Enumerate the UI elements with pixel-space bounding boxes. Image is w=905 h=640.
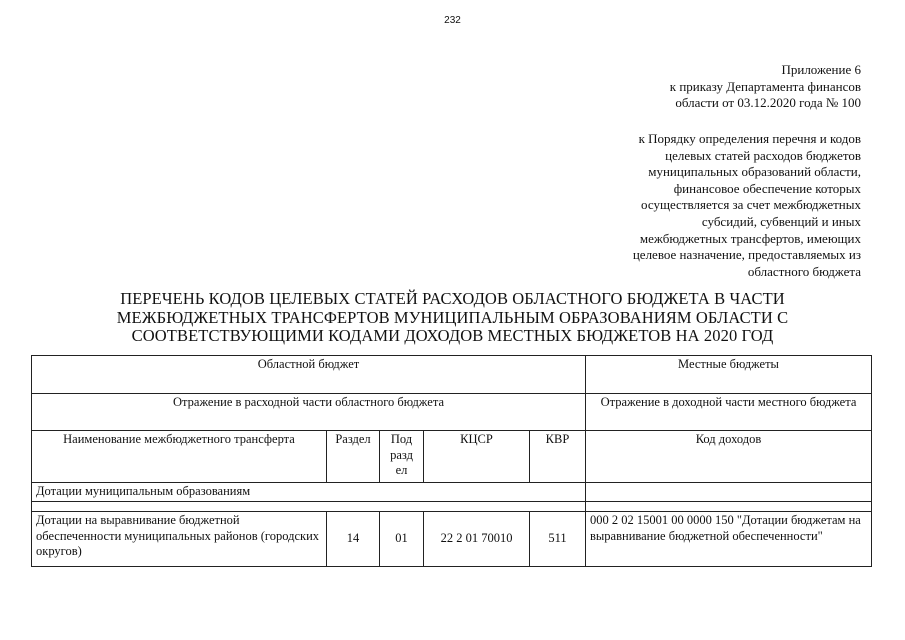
subsection-cell: 01 — [380, 512, 424, 567]
col-section: Раздел — [327, 431, 380, 483]
page-number: 232 — [444, 15, 461, 26]
document-title: ПЕРЕЧЕНЬ КОДОВ ЦЕЛЕВЫХ СТАТЕЙ РАСХОДОВ ОБЛАСТНОГО БЮДЖЕТА В ЧАСТИ МЕЖБЮДЖЕТНЫХ ТРАНСФЕРТОВ МУНИЦИПАЛЬНЫМ ОБРАЗОВАНИЯМ ОБЛАСТИ С СООТВЕТСТВУЮЩИМИ КОДАМИ ДОХОДОВ МЕСТНЫХ БЮДЖЕТОВ НА 2020 ГОД — [116, 289, 789, 345]
expenditure-reflection-header: Отражение в расходной части областного бюджета — [32, 394, 586, 431]
table-row — [32, 512, 872, 567]
column-header-row — [32, 431, 872, 483]
group-row-empty — [586, 483, 872, 502]
group-row — [32, 483, 872, 502]
kcsr-cell: 22 2 01 70010 — [424, 512, 530, 567]
col-income-code: Код доходов — [586, 431, 872, 483]
income-reflection-header: Отражение в доходной части местного бюджета — [586, 394, 872, 431]
group-row-label: Дотации муниципальным образованиям — [32, 483, 586, 502]
income-code-cell: 000 2 02 15001 00 0000 150 "Дотации бюджетам на выравнивание бюджетной обеспеченности" — [586, 512, 872, 567]
spacer-right — [586, 502, 872, 512]
budget-header-row — [32, 356, 872, 394]
annex-header: Приложение 6 к приказу Департамента финансов области от 03.12.2020 года № 100 — [669, 62, 861, 110]
spacer-left — [32, 502, 586, 512]
section-cell: 14 — [327, 512, 380, 567]
col-subsection: Под разд ел — [380, 431, 424, 483]
reflection-header-row — [32, 394, 872, 431]
order-reference: к Порядку определения перечня и кодов целевых статей расходов бюджетов муниципальных образований области, финансовое обеспечение которых осуществляется за счет межбюджетных субсидий, субвенций и иных межбюджетных трансфертов, имеющих целевое назначение, предоставляемых из областного бюджета — [632, 131, 861, 279]
local-budgets-header: Местные бюджеты — [586, 356, 872, 394]
kvr-cell: 511 — [530, 512, 586, 567]
col-kvr: КВР — [530, 431, 586, 483]
spacer-row — [32, 502, 872, 512]
codes-table — [31, 355, 872, 567]
col-kcsr: КЦСР — [424, 431, 530, 483]
col-transfer-name: Наименование межбюджетного трансферта — [32, 431, 327, 483]
transfer-name-cell: Дотации на выравнивание бюджетной обеспеченности муниципальных районов (городских округов) — [32, 512, 327, 567]
regional-budget-header: Областной бюджет — [32, 356, 586, 394]
